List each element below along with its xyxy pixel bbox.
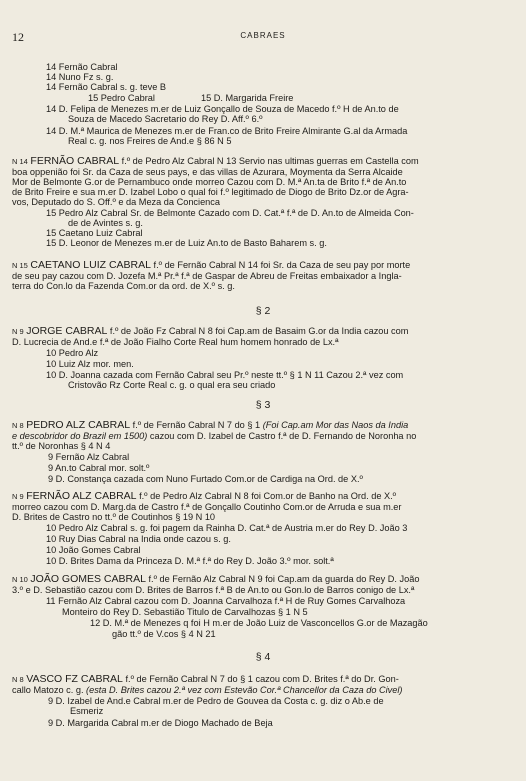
entry-line: Esmeriz bbox=[70, 706, 104, 716]
entry-line: 9 An.to Cabral mor. solt.º bbox=[48, 463, 150, 473]
entry-text: cazou com D. Izabel de Castro f.ª de D. Fernando de Noronha no bbox=[147, 431, 417, 441]
entry-heading-line bbox=[12, 326, 408, 337]
person-name: FERNÃO ALZ CABRAL bbox=[26, 490, 137, 502]
entry-number: N 8 bbox=[12, 421, 24, 430]
entry-line: tt.º de Noronhas § 4 N 4 bbox=[12, 441, 111, 451]
entry-number: N 14 bbox=[12, 157, 28, 166]
entry-line: 15 D. Leonor de Menezes m.er de Luiz An.to de Basto Baharem s. g. bbox=[46, 238, 327, 248]
entry-number: N 9 bbox=[12, 327, 24, 336]
entry-text: f.º de Fernão Alz Cabral N 9 foi Cap.am da guarda do Rey D. João bbox=[145, 574, 420, 584]
entry-line: 9 Fernão Alz Cabral bbox=[48, 452, 130, 462]
entry-line: 15 Pedro Alz Cabral Sr. de Belmonte Cazado com D. Cat.ª f.ª de D. An.to de Almeida Con- bbox=[46, 208, 414, 218]
entry-line: vos, Deputado do S. Off.º e da Meza da Concienca bbox=[12, 197, 220, 207]
page-header bbox=[0, 30, 526, 46]
entry-line: Mor de Belmonte G.or de Pernambuco onde morreo Cazou com D. M.ª An.ta de Brito f.ª de An.to bbox=[12, 177, 407, 187]
entry-line: 14 D. Felipa de Menezes m.er de Luiz Gonçallo de Souza de Macedo f.º H de An.to de bbox=[46, 104, 399, 114]
section-mark: § 2 bbox=[255, 305, 271, 317]
entry-line: 14 Fernão Cabral bbox=[46, 62, 118, 72]
entry-line: Monteiro do Rey D. Sebastião Titulo de Carvalhozas § 1 N 5 bbox=[62, 607, 308, 617]
entry-line: Souza de Macedo Sacretario do Rey D. Aff.º 6.º bbox=[68, 114, 263, 124]
entry-text: f.º de Fernão Cabral N 7 do § 1 bbox=[130, 420, 263, 430]
entry-line: Real c. g. nos Freires de And.e § 86 N 5 bbox=[68, 136, 232, 146]
entry-line: 10 Ruy Dias Cabral na India onde cazou s. g. bbox=[46, 534, 231, 544]
entry-line bbox=[12, 431, 416, 441]
entry-line: 14 Fernão Cabral s. g. teve B bbox=[46, 82, 167, 92]
entry-line: D. Brites de Castro no tt.º de Coutinhos § 19 N 10 bbox=[12, 512, 216, 522]
entry-line: 10 João Gomes Cabral bbox=[46, 545, 141, 555]
entry-number: N 15 bbox=[12, 261, 28, 270]
entry-text: f.º de João Fz Cabral N 8 foi Cap.am de Basaim G.or da India cazou com bbox=[107, 326, 409, 336]
person-name: JORGE CABRAL bbox=[26, 325, 108, 337]
entry-line bbox=[12, 685, 402, 695]
entry-number: N 8 bbox=[12, 675, 24, 684]
entry-line: 14 Nuno Fz s. g. bbox=[46, 72, 114, 82]
entry-line: 9 D. Izabel de And.e Cabral m.er de Pedro de Gouvea da Costa c. g. diz o Ab.e de bbox=[48, 696, 384, 706]
running-head: CABRAES bbox=[240, 31, 286, 40]
entry-heading-line bbox=[12, 491, 396, 502]
entry-line: 10 Pedro Alz Cabral s. g. foi pagem da Rainha D. Cat.ª de Austria m.er do Rey D. João 3 bbox=[46, 523, 408, 533]
entry-line: terra do Con.lo da Fazenda Com.or da ord. de X.º s. g. bbox=[12, 281, 235, 291]
entry-heading-line bbox=[12, 260, 410, 271]
entry-line: de Brito Freire e sua m.er D. Izabel Lobo o qual foi f.º legitimado de Diogo de Brito Dz.or de Agra- bbox=[12, 187, 409, 197]
entry-number: N 9 bbox=[12, 492, 24, 501]
entry-line: boa oppenião foi Sr. da Caza de seus pays, e das villas de Azurara, Moymenta da Serra Alcaide bbox=[12, 167, 403, 177]
entry-line: de de Avintes s. g. bbox=[68, 218, 143, 228]
entry-line: gão tt.º de V.cos § 4 N 21 bbox=[112, 629, 216, 639]
person-name: JOÃO GOMES CABRAL bbox=[30, 573, 146, 585]
entry-heading-line bbox=[12, 420, 408, 431]
person-name: FERNÃO CABRAL bbox=[30, 155, 120, 167]
entry-heading-line bbox=[12, 156, 419, 167]
person-name: PEDRO ALZ CABRAL bbox=[26, 419, 131, 431]
entry-italic-text: (Foi Cap.am Mor das Naos da India bbox=[262, 420, 409, 430]
entry-line: 12 D. M.ª de Menezes q foi H m.er de João Luiz de Vasconcellos G.or de Mazagão bbox=[90, 618, 428, 628]
entry-text: f.º de Pedro Alz Cabral N 13 Servio nas ultimas guerras em Castella com bbox=[119, 156, 419, 166]
entry-line: 15 Caetano Luiz Cabral bbox=[46, 228, 143, 238]
entry-number: N 10 bbox=[12, 575, 28, 584]
person-name: CAETANO LUIZ CABRAL bbox=[30, 259, 151, 271]
entry-line: morreo cazou com D. Marg.da de Castro f.ª de Gonçallo Coutinho Com.or de Arruda e sua m.er bbox=[12, 502, 402, 512]
page-number: 12 bbox=[12, 30, 24, 44]
entry-line: 3.º e D. Sebastião cazou com D. Brites de Barros f.ª B de An.to ou Gon.lo de Barros conigo de Lx.ª bbox=[12, 585, 415, 595]
entry-text: f.º de Fernão Cabral N 14 foi Sr. da Caza de seu pay por morte bbox=[151, 260, 411, 270]
entry-line: 10 D. Brites Dama da Princeza D. M.ª f.ª do Rey D. João 3.º mor. solt.ª bbox=[46, 556, 334, 566]
genealogy-text bbox=[0, 62, 526, 774]
entry-line: 10 Luiz Alz mor. men. bbox=[46, 359, 134, 369]
person-name: VASCO FZ CABRAL bbox=[26, 673, 123, 685]
section-mark: § 3 bbox=[255, 399, 271, 411]
entry-heading-line bbox=[12, 574, 419, 585]
entry-line: 15 D. Margarida Freire bbox=[201, 93, 294, 103]
entry-italic-text: e descobridor do Brazil em 1500) bbox=[12, 431, 148, 441]
entry-line: 9 D. Margarida Cabral m.er de Diogo Machado de Beja bbox=[48, 718, 273, 728]
entry-line: D. Lucrecia de And.e f.ª de João Fialho Corte Real hum homem honrado de Lx.ª bbox=[12, 337, 339, 347]
entry-line: 10 Pedro Alz bbox=[46, 348, 99, 358]
entry-line: 11 Fernão Alz Cabral cazou com D. Joanna Carvalhoza f.ª H de Ruy Gomes Carvalhoza bbox=[46, 596, 406, 606]
entry-line: 10 D. Joanna cazada com Fernão Cabral seu Pr.º neste tt.º § 1 N 11 Cazou 2.ª vez com bbox=[46, 370, 404, 380]
section-mark: § 4 bbox=[255, 651, 271, 663]
entry-heading-line bbox=[12, 674, 399, 685]
entry-line: 15 Pedro Cabral bbox=[88, 93, 155, 103]
entry-text: callo Matozo c. g. bbox=[12, 685, 87, 695]
entry-line: 14 D. M.ª Maurica de Menezes m.er de Fran.co de Brito Freire Almirante G.al da Armada bbox=[46, 126, 408, 136]
entry-text: f.º de Pedro Alz Cabral N 8 foi Com.or de Banho na Ord. de X.º bbox=[136, 491, 397, 501]
entry-text: f.º de Fernão Cabral N 7 do § 1 cazou com D. Brites f.ª do Dr. Gon- bbox=[122, 674, 399, 684]
entry-italic-text: (esta D. Brites cazou 2.ª vez com Estevão Cor.ª Chancellor da Caza do Civel) bbox=[86, 685, 403, 695]
entry-line: Cristovão Rz Corte Real c. g. o qual era seu criado bbox=[68, 380, 276, 390]
entry-line: de seu pay cazou com D. Jozefa M.ª Pr.ª f.ª de Gaspar de Abreu de Freitas embaixador a Ingla- bbox=[12, 271, 402, 281]
entry-line: 9 D. Constança cazada com Nuno Furtado Com.or de Cardiga na Ord. de X.º bbox=[48, 474, 363, 484]
